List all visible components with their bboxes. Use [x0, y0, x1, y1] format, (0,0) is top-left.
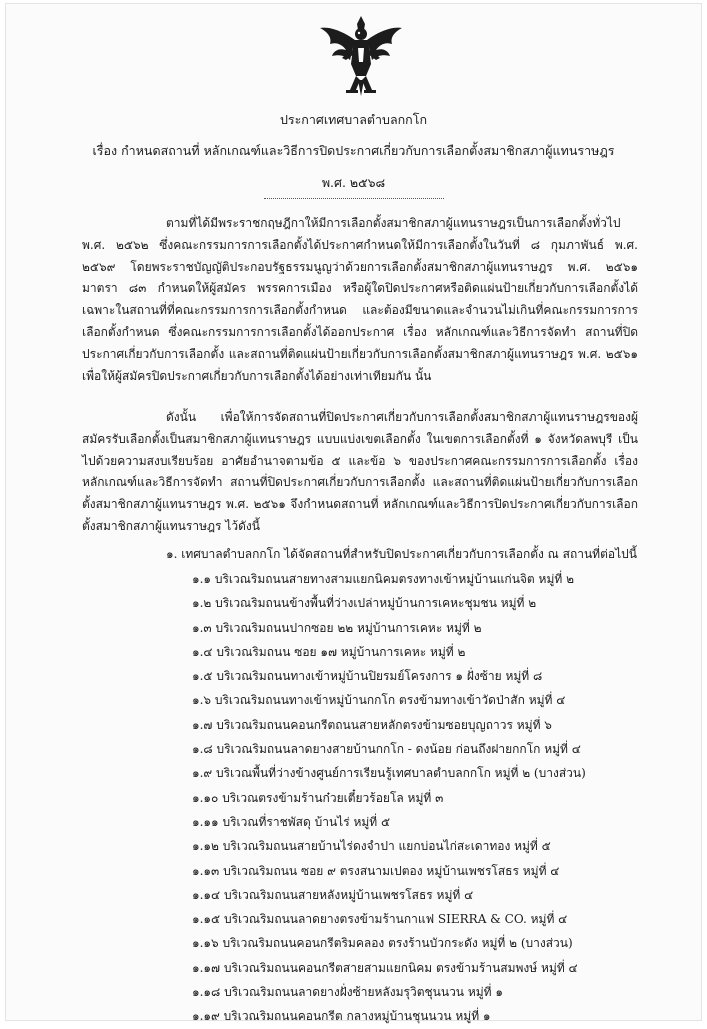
list-item: ๑.๑๑ บริเวณที่ราชพัสดุ บ้านไร่ หมู่ที่ ๕ [192, 814, 391, 829]
issuer-title: ประกาศเทศบาลตำบลกกโก [279, 112, 428, 127]
list-item: ๑.๑๖ บริเวณริมถนนคอนกรีตริมคลอง ตรงร้านบัวกระดัง หมู่ที่ ๒ (บางส่วน) [192, 936, 573, 951]
dotted-divider [264, 198, 444, 199]
list-item: ๑.๓ บริเวณริมถนนปากซอย ๒๒ หมู่บ้านการเคหะ หมู่ที่ ๒ [192, 620, 482, 635]
list-item: ๑.๘ บริเวณริมถนนลาดยางสายบ้านกกโก - ดงน้อย ก่อนถึงฝายกกโก หมู่ที่ ๔ [192, 742, 581, 757]
list-item: ๑.๑๙ บริเวณริมถนนคอนกรีต กลางหมู่บ้านชุนนวน หมู่ที่ ๑ [192, 1009, 491, 1024]
garuda-emblem [316, 14, 406, 98]
paragraph-resolution: ดังนั้น เพื่อให้การจัดสถานที่ปิดประกาศเกี่ยวกับการเลือกตั้งสมาชิกสภาผู้แทนราษฎรของผู้สมัครรับเลือกตั้งเป็นสมาชิกสภาผู้แทนราษฎร แบบแบ่งเขตเลือกตั้ง ในเขตการเลือกตั้งที่ ๑ จังหวัดลพบุรี เป็นไปด้วยความสงบเรียบร้อย อาศัยอำนาจตามข้อ ๕ และข้อ ๖ ของประกาศคณะกรรมการการเลือกตั้ง เรื่อง หลักเกณฑ์และวิธีการจัดทำ สถานที่ปิดประกาศเกี่ยวกับการเลือกตั้ง และสถานที่ติดแผ่นป้ายเกี่ยวกับการเลือกตั้งสมาชิกสภาผู้แทนราษฎร พ.ศ. ๒๕๖๑ จึงกำหนดสถานที่ หลักเกณฑ์และวิธีการปิดประกาศเกี่ยวกับการเลือกตั้งสมาชิกสภาผู้แทนราษฎร ไว้ดังนี้ [82, 410, 639, 533]
list-item: ๑.๑ บริเวณริมถนนสายทางสามแยกนิคมตรงทางเข้าหมู่บ้านแก่นจิต หมู่ที่ ๒ [192, 572, 574, 586]
list-item: ๑.๗ บริเวณริมถนนคอนกรีตถนนสายหลักตรงข้ามซอยบุญถาวร หมู่ที่ ๖ [192, 717, 552, 732]
list-item: ๑.๖ บริเวณริมถนนทางเข้าหมู่บ้านกกโก ตรงข้ามทางเข้าวัดป่าสัก หมู่ที่ ๔ [192, 693, 566, 708]
list-item: ๑.๒ บริเวณริมถนนข้างพื้นที่ว่างเปล่าหมู่บ้านการเคหะชุมชน หมู่ที่ ๒ [192, 596, 537, 611]
list-item: ๑.๑๔ บริเวณริมถนนสายหลังหมู่บ้านเพชรโสธร หมู่ที่ ๔ [192, 887, 474, 902]
paragraph-preamble: ตามที่ได้มีพระราชกฤษฎีกาให้มีการเลือกตั้งสมาชิกสภาผู้แทนราษฎรเป็นการเลือกตั้งทั่วไป พ.ศ. ๒๕๖๒ ซึ่งคณะกรรมการการเลือกตั้งได้ประกาศกำหนดให้มีการเลือกตั้งในวันที่ ๘ กุมภาพันธ์ พ.ศ. ๒๕๖๙ โดยพระราชบัญญัติประกอบรัฐธรรมนูญว่าด้วยการเลือกตั้งสมาชิกสภาผู้แทนราษฎร พ.ศ. ๒๕๖๑ มาตรา ๘๓ กำหนดให้ผู้สมัคร พรรคการเมือง หรือผู้ใดปิดประกาศหรือติดแผ่นป้ายเกี่ยวกับการเลือกตั้งได้เฉพาะในสถานที่ที่คณะกรรมการการเลือกตั้งกำหนด และต้องมีขนาดและจำนวนไม่เกินที่คณะกรรมการการเลือกตั้งกำหนด ซึ่งคณะกรรมการการเลือกตั้งได้ออกประกาศ เรื่อง หลักเกณฑ์และวิธีการจัดทำ สถานที่ปิดประกาศเกี่ยวกับการเลือกตั้ง และสถานที่ติดแผ่นป้ายเกี่ยวกับการเลือกตั้งสมาชิกสภาผู้แทนราษฎร พ.ศ. ๒๕๖๑ เพื่อให้ผู้สมัครปิดประกาศเกี่ยวกับการเลือกตั้งได้อย่างเท่าเทียมกัน นั้น [82, 216, 638, 383]
item-heading: ๑. เทศบาลตำบลกกโก ได้จัดสถานที่สำหรับปิดประกาศเกี่ยวกับการเลือกตั้ง ณ สถานที่ต่อไปนี้ [166, 547, 637, 561]
list-item: ๑.๑๒ บริเวณริมถนนสายบ้านไร่ดงจำปา แยกบ่อนไก่สะเดาทอง หมู่ที่ ๕ [192, 839, 551, 854]
location-list [192, 567, 586, 1029]
subject-line: เรื่อง กำหนดสถานที่ หลักเกณฑ์และวิธีการปิดประกาศเกี่ยวกับการเลือกตั้งสมาชิกสภาผู้แทนราษฎร [92, 143, 615, 158]
list-item: ๑.๔ บริเวณริมถนน ซอย ๑๗ หมู่บ้านการเคหะ หมู่ที่ ๒ [192, 644, 466, 659]
list-item: ๑.๑๘ บริเวณริมถนนลาดยางฝั่งซ้ายหลังมรุวิตชุนนวน หมู่ที่ ๑ [192, 985, 503, 1000]
list-item: ๑.๕ บริเวณริมถนนทางเข้าหมู่บ้านปิยรมย์โครงการ ๑ ฝั่งซ้าย หมู่ที่ ๘ [192, 669, 543, 684]
year-line: พ.ศ. ๒๕๖๘ [321, 175, 386, 190]
list-item: ๑.๑๕ บริเวณริมถนนลาดยางตรงข้ามร้านกาแฟ SIERRA & CO. หมู่ที่ ๔ [192, 912, 568, 927]
list-item: ๑.๙ บริเวณพื้นที่ว่างข้างศูนย์การเรียนรู้เทศบาลตำบลกกโก หมู่ที่ ๒ (บางส่วน) [192, 766, 586, 781]
list-item: ๑.๑๗ บริเวณริมถนนคอนกรีตสายสามแยกนิคม ตรงข้ามร้านสมพงษ์ หมู่ที่ ๔ [192, 960, 578, 975]
list-item: ๑.๑๐ บริเวณตรงข้ามร้านก๋วยเตี๋ยวร้อยโล หมู่ที่ ๓ [192, 790, 444, 805]
list-item: ๑.๑๓ บริเวณริมถนน ซอย ๙ ตรงสนามเปตอง หมู่บ้านเพชรโสธร หมู่ที่ ๔ [192, 863, 560, 878]
